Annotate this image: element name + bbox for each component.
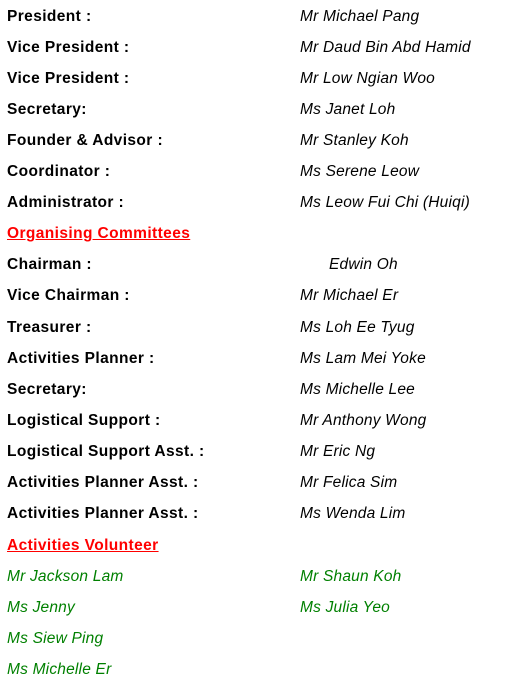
committee-row-treasurer: [0, 319, 516, 350]
committee-row-logistical-support: [0, 412, 516, 443]
role-label: Vice President :: [7, 70, 130, 87]
volunteer-name: Ms Julia Yeo: [300, 599, 390, 616]
role-label: Chairman :: [7, 256, 92, 273]
officer-row-vice-president-2: [0, 70, 516, 101]
person-name: Ms Loh Ee Tyug: [300, 319, 415, 336]
person-name: Mr Low Ngian Woo: [300, 70, 435, 87]
role-label: Administrator :: [7, 194, 125, 211]
section-heading: Activities Volunteer: [7, 537, 159, 554]
officer-row-founder-advisor: [0, 132, 516, 163]
person-name: Mr Stanley Koh: [300, 132, 409, 149]
role-label: Founder & Advisor :: [7, 132, 164, 149]
volunteer-name: Ms Michelle Er: [7, 661, 112, 678]
officer-row-administrator: [0, 194, 516, 225]
person-name: Ms Michelle Lee: [300, 381, 415, 398]
officer-row-vice-president-1: [0, 39, 516, 70]
volunteer-name: Mr Jackson Lam: [7, 568, 124, 585]
section-heading: Organising Committees: [7, 225, 191, 242]
role-label: Treasurer :: [7, 319, 92, 336]
section-heading-organising-committees: [0, 225, 516, 256]
person-name: Mr Daud Bin Abd Hamid: [300, 39, 471, 56]
committee-row-activities-planner-asst-2: [0, 505, 516, 536]
committee-row-activities-planner: [0, 350, 516, 381]
person-name: Mr Michael Er: [300, 287, 399, 304]
committee-row-logistical-support-asst: [0, 443, 516, 474]
committee-row-chairman: [0, 256, 516, 287]
section-heading-activities-volunteer: [0, 537, 516, 568]
person-name: Mr Anthony Wong: [300, 412, 427, 429]
role-label: Logistical Support :: [7, 412, 161, 429]
role-label: Activities Planner Asst. :: [7, 474, 199, 491]
committee-row-activities-planner-asst-1: [0, 474, 516, 505]
person-name: Mr Felica Sim: [300, 474, 398, 491]
volunteer-row: [0, 661, 516, 692]
volunteer-name: Mr Shaun Koh: [300, 568, 402, 585]
person-name: Ms Serene Leow: [300, 163, 420, 180]
person-name: Ms Wenda Lim: [300, 505, 406, 522]
volunteer-name: Ms Siew Ping: [7, 630, 104, 647]
committee-row-secretary: [0, 381, 516, 412]
role-label: Coordinator :: [7, 163, 111, 180]
role-label: Activities Planner Asst. :: [7, 505, 199, 522]
role-label: President :: [7, 8, 92, 25]
role-label: Logistical Support Asst. :: [7, 443, 205, 460]
person-name: Mr Eric Ng: [300, 443, 376, 460]
person-name: Ms Leow Fui Chi (Huiqi): [300, 194, 470, 211]
person-name: Mr Michael Pang: [300, 8, 420, 25]
person-name: Ms Janet Loh: [300, 101, 396, 118]
volunteer-row: [0, 630, 516, 661]
volunteer-name: Ms Jenny: [7, 599, 75, 616]
officer-row-secretary: [0, 101, 516, 132]
role-label: Secretary:: [7, 101, 87, 118]
person-name: Edwin Oh: [329, 256, 398, 273]
role-label: Activities Planner :: [7, 350, 155, 367]
role-label: Secretary:: [7, 381, 87, 398]
role-label: Vice Chairman :: [7, 287, 130, 304]
role-label: Vice President :: [7, 39, 130, 56]
committee-row-vice-chairman: [0, 287, 516, 318]
person-name: Ms Lam Mei Yoke: [300, 350, 426, 367]
officer-row-coordinator: [0, 163, 516, 194]
volunteer-row: [0, 568, 516, 599]
officer-row-president: [0, 8, 516, 39]
volunteer-row: [0, 599, 516, 630]
